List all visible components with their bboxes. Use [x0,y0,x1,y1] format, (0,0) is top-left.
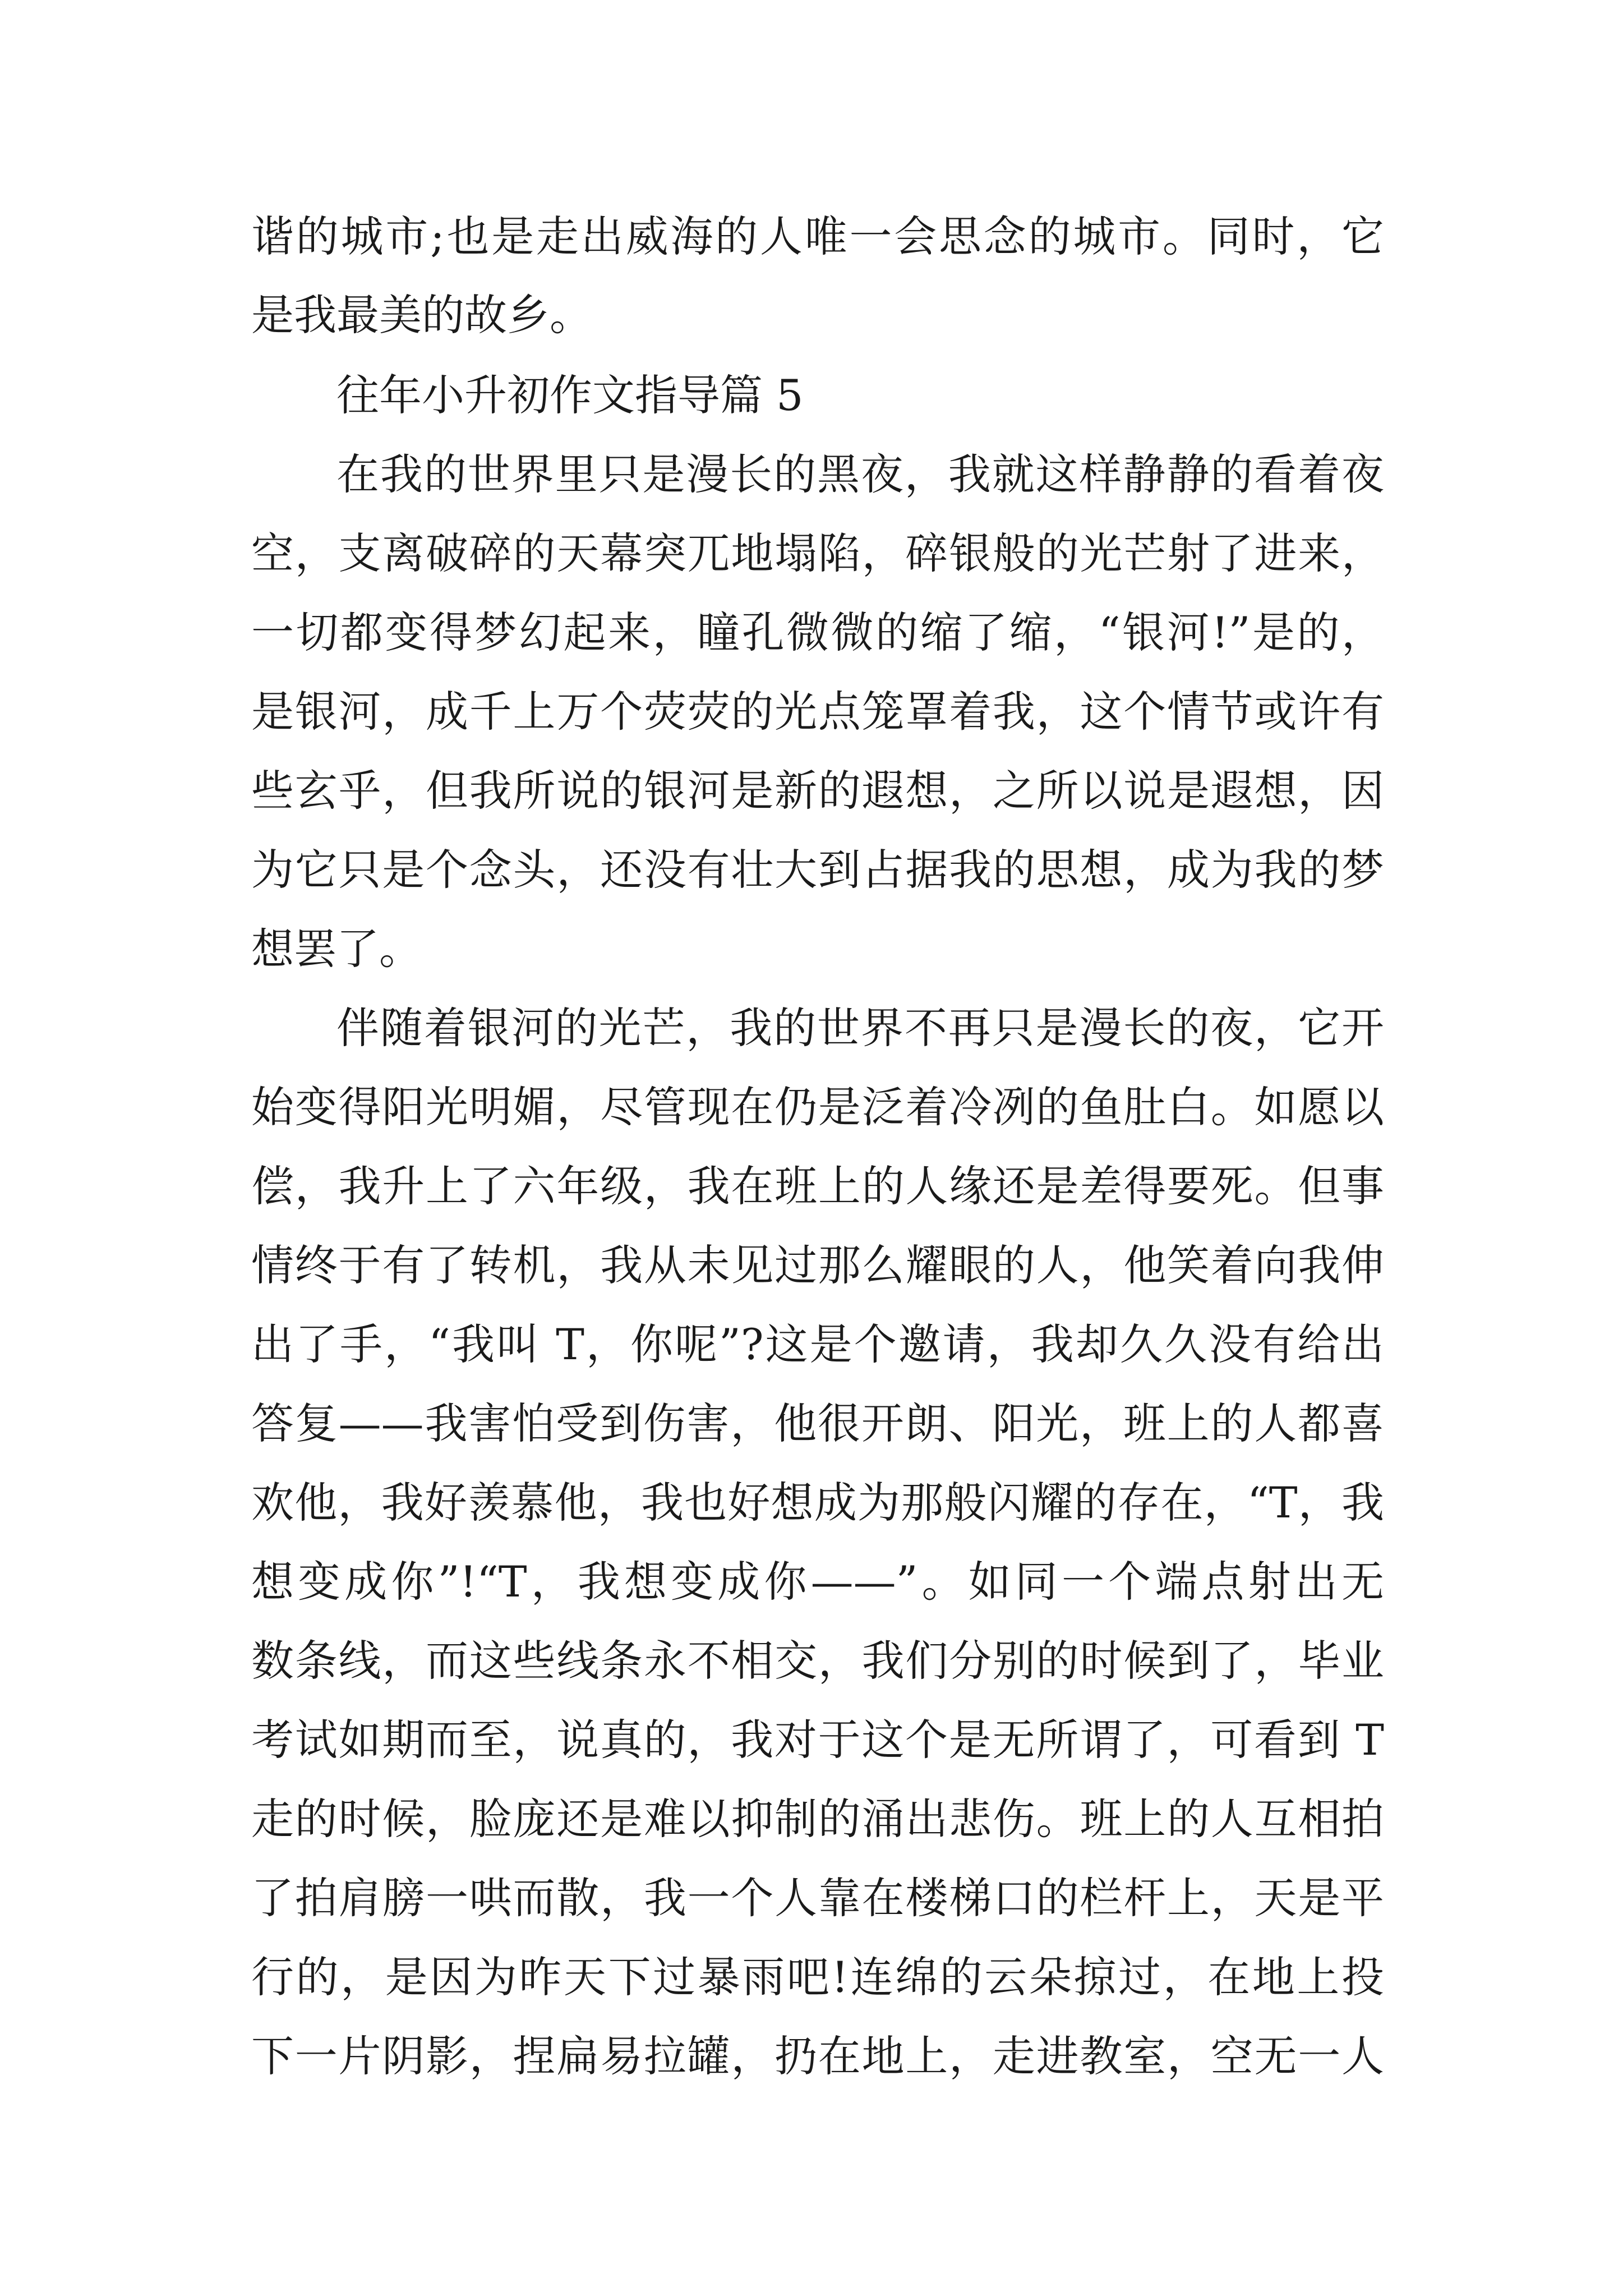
text-line: 行的，是因为昨天下过暴雨吧!连绵的云朵掠过，在地上投 [251,1952,1384,2002]
text-line: 空，支离破碎的天幕突兀地塌陷，碎银般的光芒射了进来， [251,528,1384,578]
text-line: 始变得阳光明媚，尽管现在仍是泛着冷冽的鱼肚白。如愿以 [251,1082,1384,1132]
text-line: 在我的世界里只是漫长的黑夜，我就这样静静的看着夜 [336,449,1384,499]
text-line: 为它只是个念头，还没有壮大到占据我的思想，成为我的梦 [251,845,1384,895]
text-line: 了拍肩膀一哄而散，我一个人靠在楼梯口的栏杆上，天是平 [251,1873,1384,1923]
text-line: 是我最美的故乡。 [251,290,592,340]
text-line: 答复——我害怕受到伤害，他很开朗、阳光，班上的人都喜 [251,1398,1384,1448]
text-line: 是银河，成千上万个荧荧的光点笼罩着我，这个情节或许有 [251,687,1384,737]
text-line: 想变成你”!“T，我想变成你——”。如同一个端点射出无 [251,1557,1384,1607]
text-line: 伴随着银河的光芒，我的世界不再只是漫长的夜，它开 [336,1003,1384,1053]
text-line: 下一片阴影，捏扁易拉罐，扔在地上，走进教室，空无一人 [251,2031,1384,2081]
section-heading: 往年小升初作文指导篇 5 [336,370,804,420]
text-line: 一切都变得梦幻起来，瞳孔微微的缩了缩，“银河!”是的， [251,608,1384,657]
text-line: 数条线，而这些线条永不相交，我们分别的时候到了，毕业 [251,1636,1384,1686]
text-line: 走的时候，脸庞还是难以抑制的涌出悲伤。班上的人互相拍 [251,1794,1384,1844]
text-line: 欢他，我好羡慕他，我也好想成为那般闪耀的存在，“T，我 [251,1478,1384,1527]
text-line: 偿，我升上了六年级，我在班上的人缘还是差得要死。但事 [251,1161,1384,1211]
text-line: 出了手，“我叫 T，你呢”?这是个邀请，我却久久没有给出 [251,1319,1384,1369]
text-line: 些玄乎，但我所说的银河是新的遐想，之所以说是遐想，因 [251,766,1384,816]
text-line: 考试如期而至，说真的，我对于这个是无所谓了，可看到 T [251,1715,1384,1765]
text-line: 情终于有了转机，我从未见过那么耀眼的人，他笑着向我伸 [251,1240,1384,1290]
text-line: 谐的城市;也是走出威海的人唯一会思念的城市。同时，它 [251,211,1384,261]
text-line: 想罢了。 [251,924,422,974]
